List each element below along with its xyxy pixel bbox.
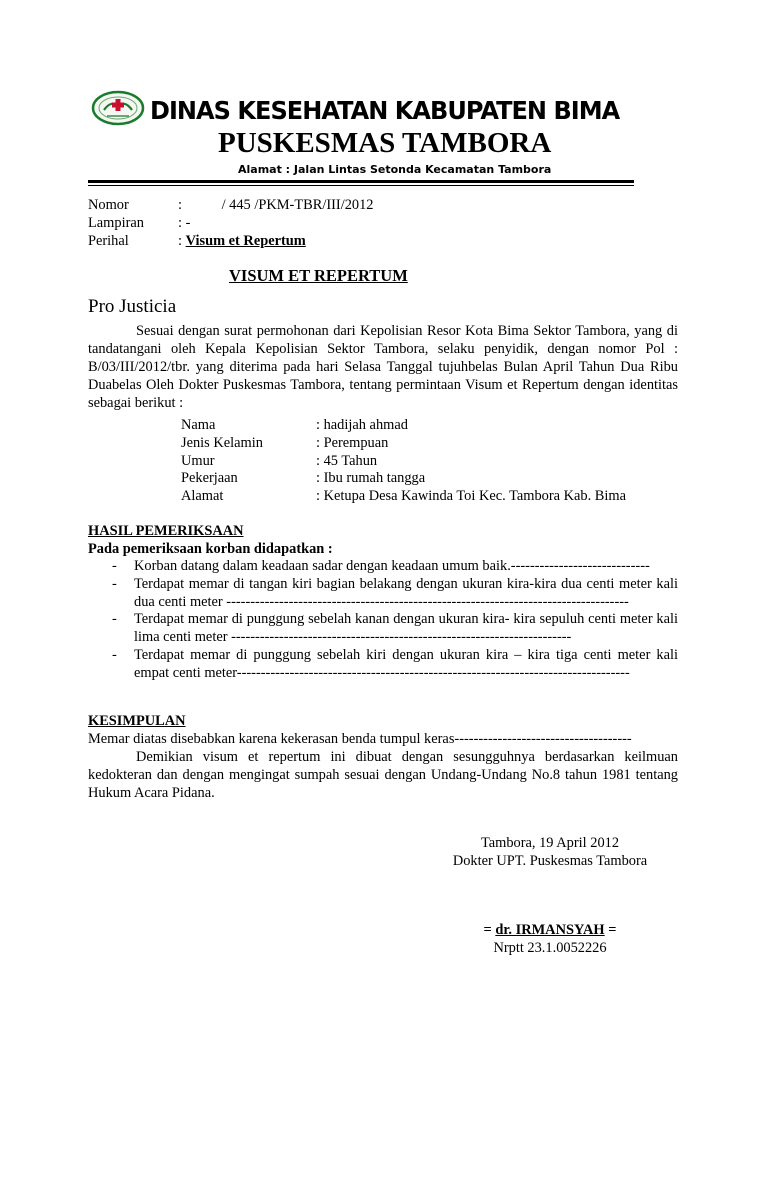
hasil-heading: HASIL PEMERIKSAAN <box>88 523 244 539</box>
identity-value: : Ibu rumah tangga <box>316 470 426 486</box>
clinic-address: Alamat : Jalan Lintas Setonda Kecamatan Tambora <box>238 163 552 176</box>
place-date: Tambora, 19 April 2012 <box>480 835 620 851</box>
identity-value: : Ketupa Desa Kawinda Toi Kec. Tambora Kab. Bima <box>316 488 626 504</box>
list-item: - Korban datang dalam keadaan sadar dengan keadaan umum baik.----------------------------- <box>112 558 650 574</box>
nomor-value: : / 445 /PKM-TBR/III/2012 <box>178 197 374 213</box>
clinic-title: PUSKESMAS TAMBORA <box>218 127 552 159</box>
closing-paragraph <box>88 748 678 802</box>
identity-label: Alamat <box>181 488 224 504</box>
identity-value: : 45 Tahun <box>316 453 378 469</box>
signatory-name: dr. IRMANSYAH <box>495 922 605 938</box>
agency-title: DINAS KESEHATAN KABUPATEN BIMA <box>150 96 620 125</box>
signatory-nrptt: Nrptt 23.1.0052226 <box>493 940 607 956</box>
closing-text: Demikian visum et repertum ini dibuat dengan sesungguhnya berdasarkan keilmuan kedokteran dan dengan mengingat sumpah sesuai dengan Undang-Undang No.8 tahun 1981 tentang Hukum Acara Pidana. <box>88 749 678 801</box>
pro-justicia: Pro Justicia <box>88 296 177 317</box>
list-item: - Terdapat memar di tangan kiri bagian belakang dengan ukuran kira-kira dua centi meter kali dua centi meter ------------------------------------------------------------------------------------ <box>112 575 678 610</box>
identity-label: Nama <box>181 417 216 433</box>
nomor-label: Nomor <box>88 197 129 213</box>
intro-text: Sesuai dengan surat permohonan dari Kepolisian Resor Kota Bima Sektor Tambora, yang di tandatangani oleh Kepala Kepolisian Sektor Tambora, selaku penyidik, dengan nomor Pol : B/03/III/2012/tbr. yang diterima pada hari Selasa Tanggal tujuhbelas Bulan April Tahun Dua Ribu Duabelas Oleh Dokter Puskesmas Tambora, tentang permintaan Visum et Repertum dengan identitas sebagai berikut : <box>88 323 678 411</box>
perihal-value: Visum et Repertum <box>185 233 306 249</box>
signatory-name-row <box>420 921 680 939</box>
finding-text: Terdapat memar di tangan kiri bagian belakang dengan ukuran kira-kira dua centi meter kali dua centi meter ------------------------------------------------------------------------------------ <box>134 575 678 610</box>
finding-text: Terdapat memar di punggung sebelah kanan dengan ukuran kira- kira sepuluh centi meter kali lima centi meter ----------------------------------------------------------------------- <box>134 611 678 646</box>
identity-label: Jenis Kelamin <box>181 435 263 451</box>
intro-paragraph <box>88 322 678 412</box>
hasil-subheading: Pada pemeriksaan korban didapatkan : <box>88 541 333 557</box>
lampiran-label: Lampiran <box>88 215 144 231</box>
identity-label: Pekerjaan <box>181 470 238 486</box>
perihal-label: Perihal <box>88 233 129 249</box>
perihal-colon: : <box>178 233 186 249</box>
perihal-row <box>178 232 306 250</box>
finding-text: Korban datang dalam keadaan sadar dengan keadaan umum baik.----------------------------- <box>134 558 650 574</box>
lampiran-value: : - <box>178 215 191 231</box>
identity-value: : hadijah ahmad <box>316 417 408 433</box>
name-prefix: = <box>483 922 496 938</box>
kesimpulan-heading: KESIMPULAN <box>88 713 186 729</box>
identity-value: : Perempuan <box>316 435 389 451</box>
health-department-logo-icon <box>91 90 145 126</box>
letterhead-rule-thin <box>88 185 634 186</box>
name-suffix: = <box>604 922 617 938</box>
list-item: - Terdapat memar di punggung sebelah kanan dengan ukuran kira- kira sepuluh centi meter kali lima centi meter ----------------------------------------------------------------------- <box>112 611 678 646</box>
kesimpulan-text: Memar diatas disebabkan karena kekerasan benda tumpul keras------------------------------------- <box>88 731 632 747</box>
document-title: VISUM ET REPERTUM <box>229 266 408 285</box>
letterhead-rule-thick <box>88 180 634 183</box>
findings-list <box>88 558 678 683</box>
identity-label: Umur <box>181 453 215 469</box>
signatory-position: Dokter UPT. Puskesmas Tambora <box>452 853 648 869</box>
finding-text: Terdapat memar di punggung sebelah kiri dengan ukuran kira – kira tiga centi meter kali empat centi meter---------------------------------------------------------------------------------- <box>134 646 678 681</box>
list-item: - Terdapat memar di punggung sebelah kiri dengan ukuran kira – kira tiga centi meter kali empat centi meter---------------------------------------------------------------------------------- <box>112 646 678 681</box>
